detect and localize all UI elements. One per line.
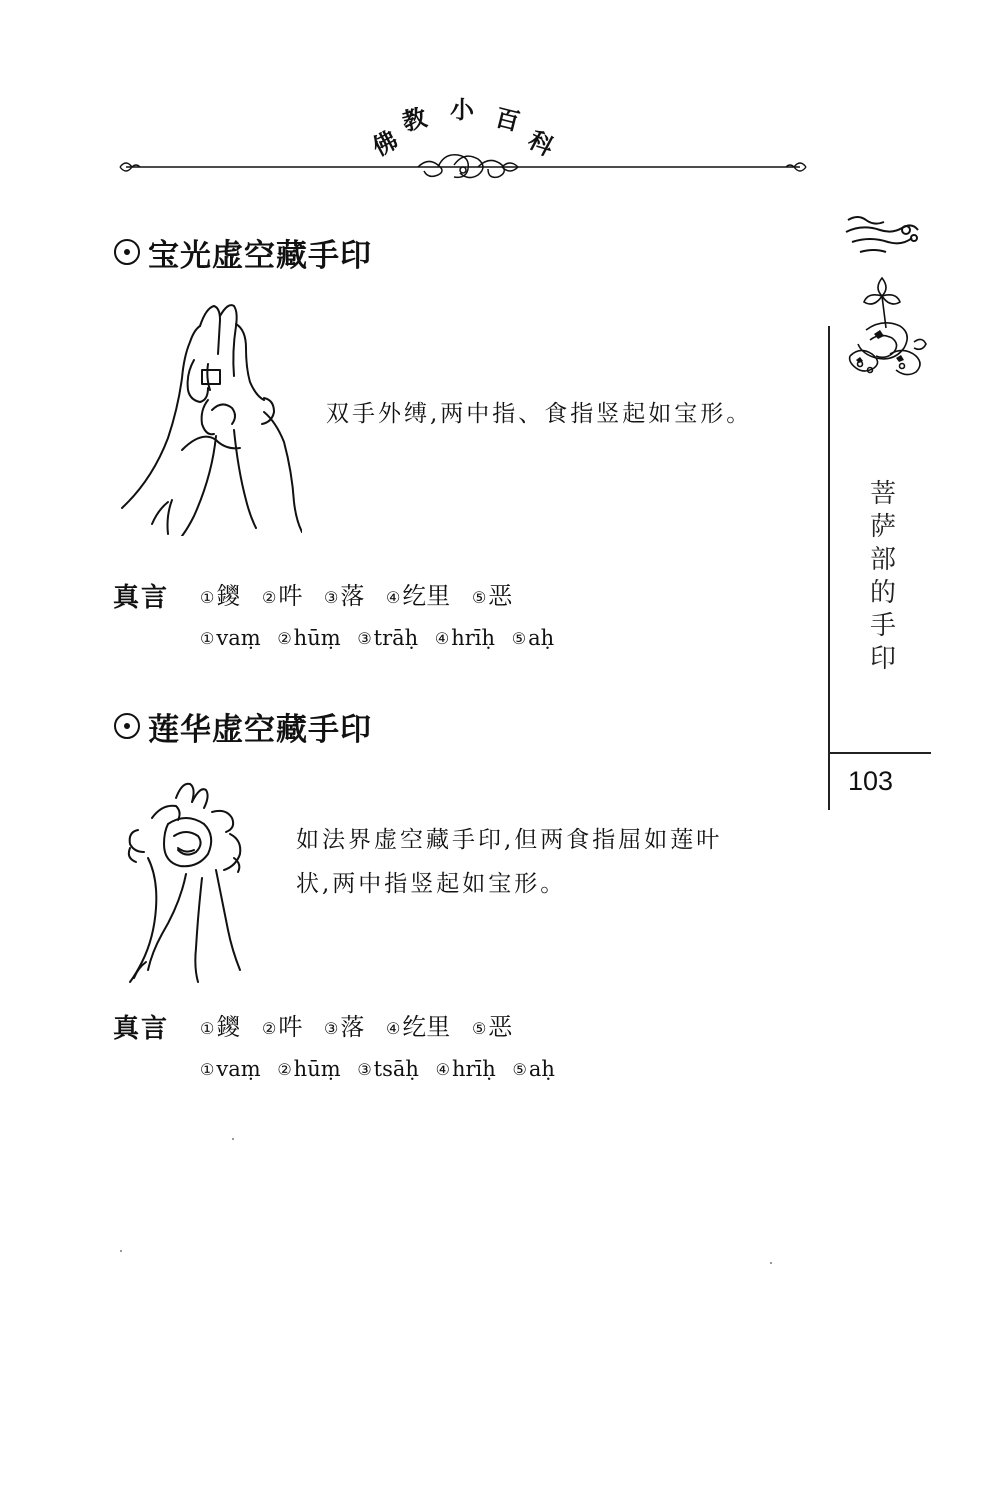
section-tab-char: 印 <box>869 644 896 674</box>
sidebar-divider-horizontal <box>828 752 931 754</box>
section-tab-char: 的 <box>869 578 896 608</box>
section-tab-char: 萨 <box>869 512 896 542</box>
scan-speck <box>770 1262 772 1264</box>
section-tab-char: 部 <box>869 545 896 575</box>
section-tab-char: 菩 <box>869 479 896 509</box>
mantra-romanized-syllable: ③tsāḥ <box>357 1057 419 1081</box>
series-title-char: 小 <box>450 95 474 124</box>
mudra-description <box>326 392 752 436</box>
mantra-syllable: ⑤恶 <box>471 1013 513 1041</box>
mantra-romanized-syllable: ①vaṃ <box>200 626 261 650</box>
series-title-char: 佛 <box>367 124 403 162</box>
scan-speck <box>232 1138 234 1140</box>
mudra-description <box>296 818 722 906</box>
circle-dot-bullet-icon <box>112 237 142 267</box>
mantra-syllable: ①鑁 <box>200 1013 241 1041</box>
mantra-romanized-syllable: ③trāḥ <box>357 626 419 650</box>
description-line: 状,两中指竖起如宝形。 <box>296 871 567 897</box>
mantra-syllable: ⑤恶 <box>471 582 513 610</box>
mantra-syllable: ④纥里 <box>385 1013 451 1041</box>
mantra-syllable: ①鑁 <box>200 582 241 610</box>
mantra-romanized-row <box>200 626 564 650</box>
series-title <box>360 80 580 160</box>
section-title-text: 莲华虚空藏手印 <box>148 711 372 748</box>
sidebar-divider-vertical <box>828 326 830 810</box>
series-title-char: 百 <box>492 102 523 137</box>
mantra-syllable: ②吽 <box>261 1013 303 1041</box>
mantra-romanized-syllable: ④hrīḥ <box>435 1057 496 1081</box>
mantra-romanized-syllable: ②hūṃ <box>277 1057 341 1081</box>
mantra-syllable: ②吽 <box>261 582 303 610</box>
mantra-romanized-syllable: ⑤aḥ <box>511 626 555 650</box>
section-title <box>112 704 372 748</box>
mantra-romanized-syllable: ①vaṃ <box>200 1057 261 1081</box>
scan-speck <box>120 1250 122 1252</box>
hand-mudra-illustration <box>112 778 260 986</box>
header-rule-ornament <box>118 150 808 186</box>
mantra-romanized-row <box>200 1057 565 1081</box>
page-number: 103 <box>848 766 894 796</box>
section-title-text: 宝光虚空藏手印 <box>148 237 372 274</box>
hand-mudra-illustration <box>112 300 302 536</box>
section-tab <box>866 478 900 676</box>
mantra-syllable: ④纥里 <box>385 582 451 610</box>
lotus-figure-icon <box>836 270 928 382</box>
mantra-chinese-row <box>200 1007 526 1042</box>
mantra-syllable: ③落 <box>323 1013 365 1041</box>
mantra-syllable: ③落 <box>323 582 365 610</box>
description-line: 双手外缚,两中指、食指竖起如宝形。 <box>326 401 753 427</box>
cloud-ornament-icon <box>842 212 922 262</box>
mantra-chinese-row <box>200 576 526 611</box>
section-title <box>112 230 372 274</box>
circle-dot-bullet-icon <box>112 711 142 741</box>
mantra-romanized-syllable: ④hrīḥ <box>434 626 496 650</box>
description-line: 如法界虚空藏手印,但两食指屈如莲叶 <box>296 827 723 853</box>
series-title-char: 教 <box>399 102 430 137</box>
series-title-char: 科 <box>523 124 559 162</box>
mantra-label: 真言 <box>113 1014 170 1044</box>
mantra-romanized-syllable: ②hūṃ <box>277 626 341 650</box>
mantra-label: 真言 <box>113 583 170 613</box>
section-tab-char: 手 <box>869 611 896 641</box>
mantra-romanized-syllable: ⑤aḥ <box>512 1057 555 1081</box>
